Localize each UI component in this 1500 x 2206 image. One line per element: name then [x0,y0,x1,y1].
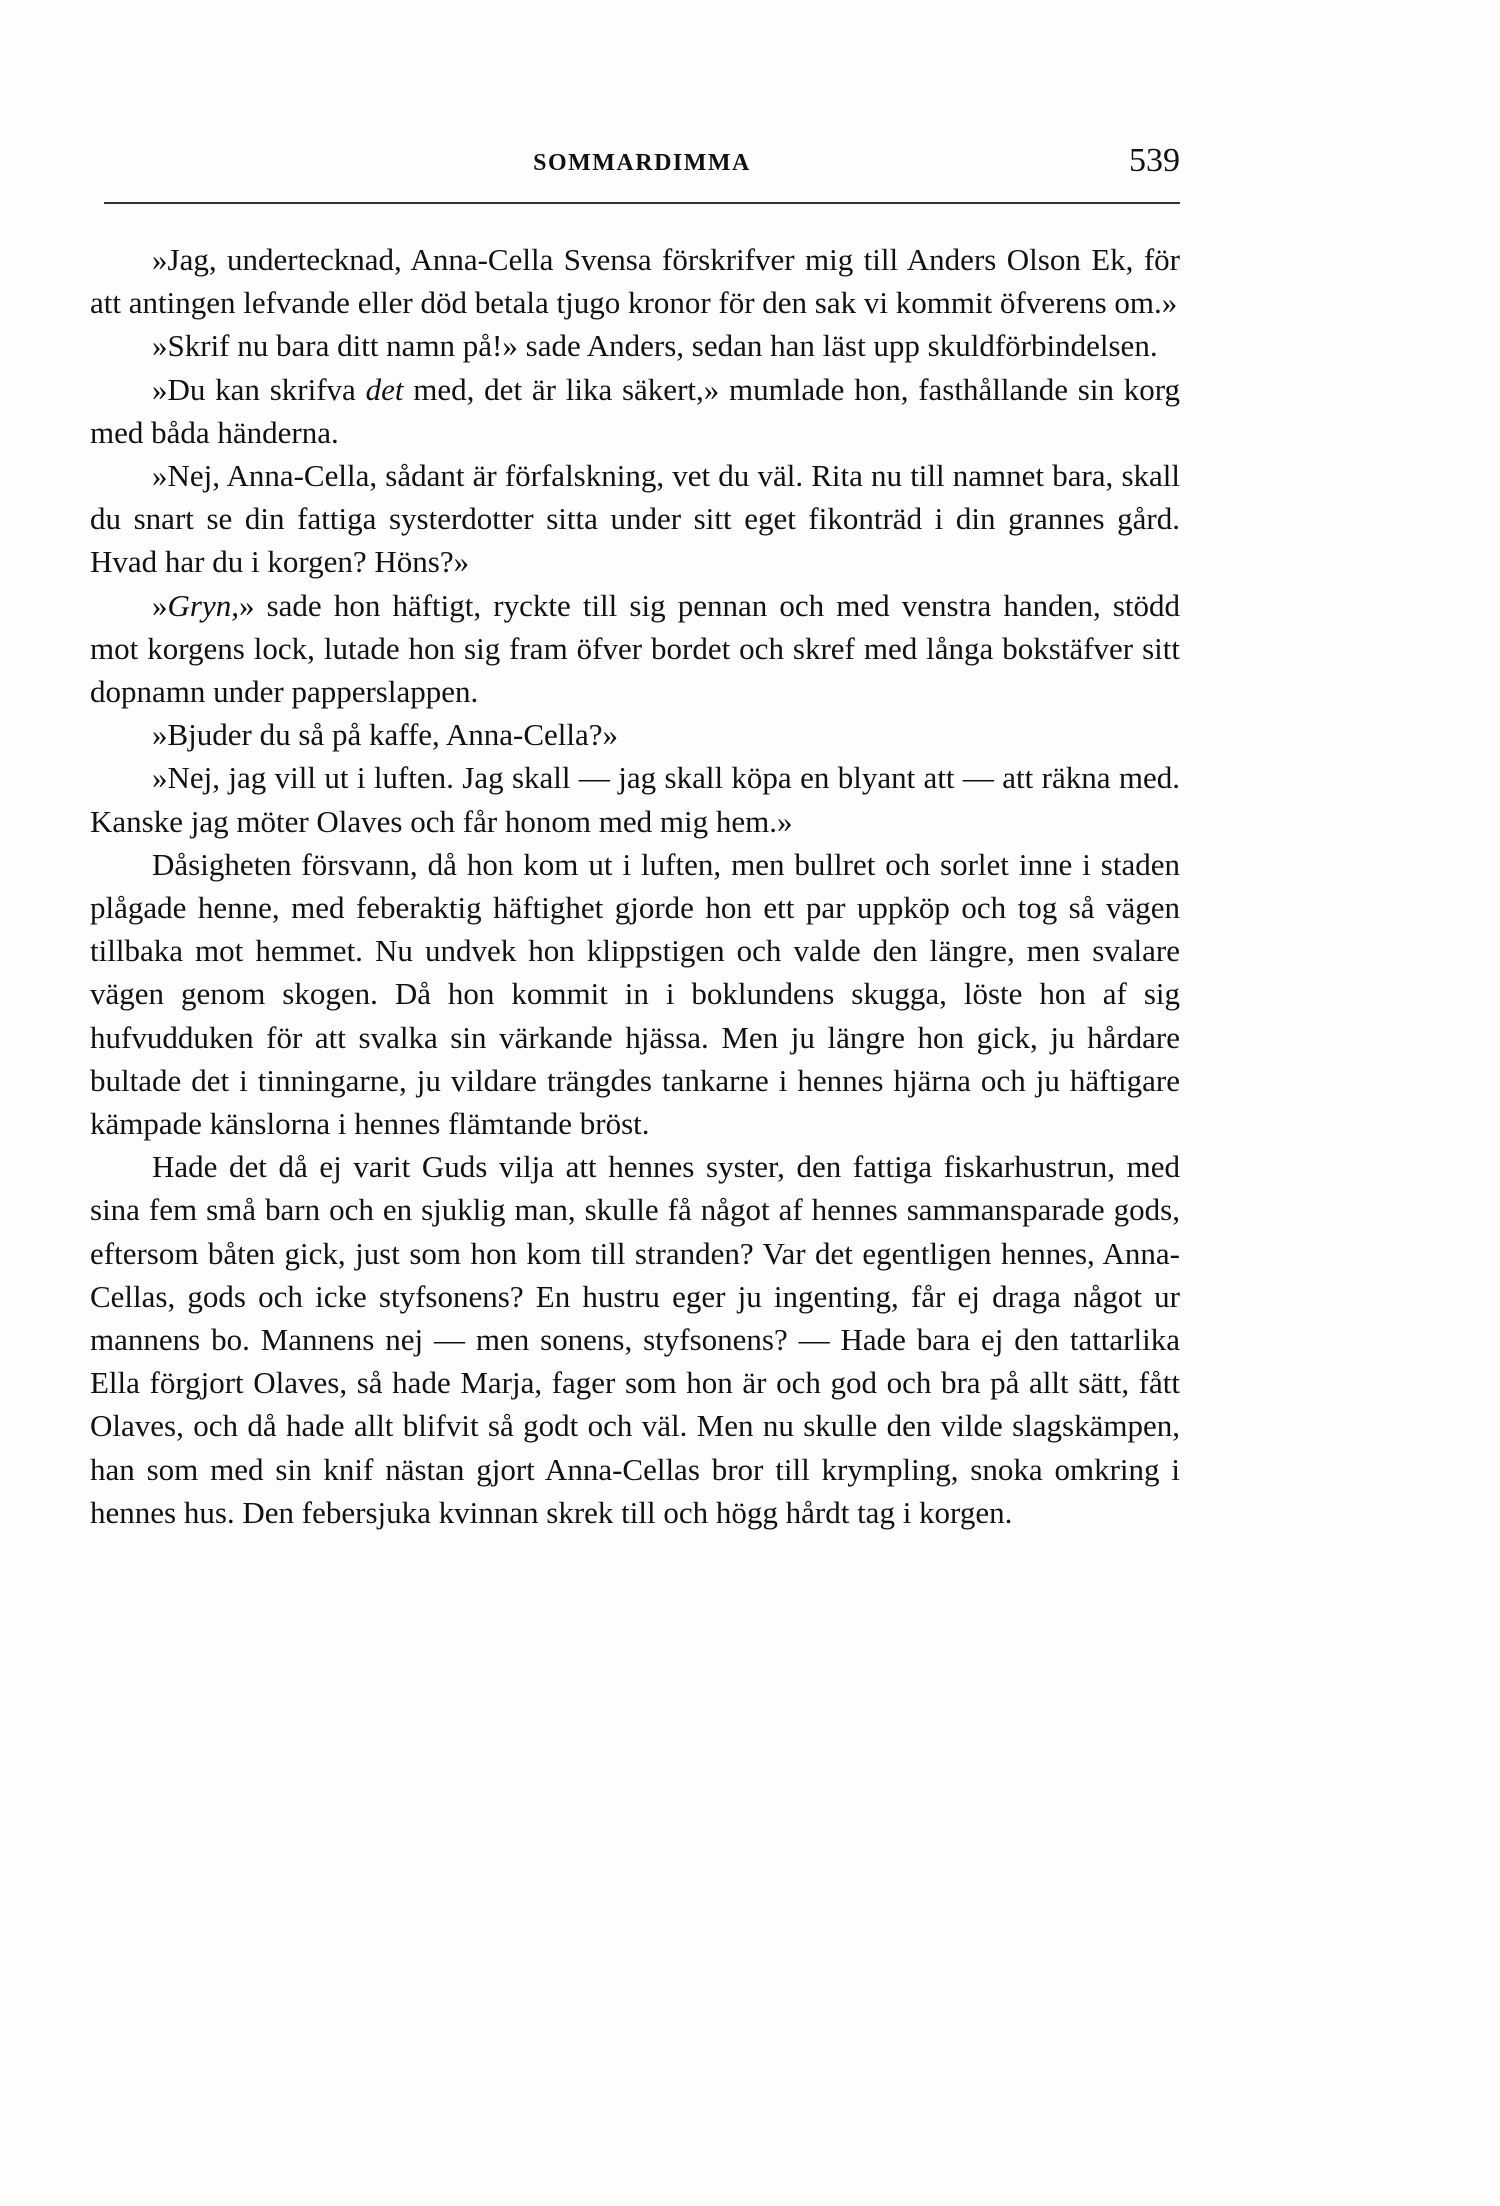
paragraph-3-after: med, det är lika säkert,» mumlade hon, fasthållande sin korg med båda händerna. [90,371,1181,450]
running-title: SOMMARDIMMA [533,150,751,176]
body-text [90,238,1180,1534]
paragraph-4: »Nej, Anna-Cella, sådant är förfalskning, vet du väl. Rita nu till namnet bara, skall du snart se din fattiga systerdotter sitta under sitt eget fikonträd i din grannes gård. Hvad har du i korgen? Höns?» [90,458,1180,580]
paragraph-3 [90,368,1180,454]
page-header [104,142,1180,198]
paragraph-5-italic: Gryn, [167,587,239,623]
paragraph-8: Dåsigheten försvann, då hon kom ut i luften, men bullret och sorlet inne i staden plågade henne, med feberaktig häftighet gjorde hon ett par uppköp och tog så vägen tillbaka mot hemmet. Nu undvek hon klippstigen och valde den längre, men svalare vägen genom skogen. Då hon kommit in i boklundens skugga, löste hon af sig hufvudduken för att svalka sin värkande hjässa. Men ju längre hon gick, ju hårdare bultade det i tinningarne, ju vildare trängdes tankarne i hennes hjärna och ju häftigare kämpade känslorna i hennes flämtande bröst. [90,846,1180,1142]
paragraph-5 [90,584,1180,714]
paragraph-3-italic: det [365,371,404,407]
paragraph-7: »Nej, jag vill ut i luften. Jag skall — jag skall köpa en blyant att — att räkna med. Kanske jag möter Olaves och får honom med mig hem.» [90,760,1180,839]
paragraph-5-after: » sade hon häftigt, ryckte till sig pennan och med venstra handen, stödd mot korgens lock, lutade hon sig fram öfver bordet och skref med långa bokstäfver sitt dopnamn under papperslappen. [90,587,1180,710]
paragraph-5-before: » [152,587,168,623]
header-rule [104,202,1180,204]
page-number: 539 [1129,142,1180,179]
paragraph-2: »Skrif nu bara ditt namn på!» sade Anders, sedan han läst upp skuldförbindelsen. [152,328,1158,364]
paragraph-3-before: »Du kan skrifva [152,371,366,407]
paragraph-1: »Jag, undertecknad, Anna-Cella Svensa förskrifver mig till Anders Olson Ek, för att antingen lefvande eller död betala tjugo kronor för den sak vi kommit öfverens om.» [90,242,1180,321]
paragraph-9: Hade det då ej varit Guds vilja att hennes syster, den fattiga fiskarhustrun, med sina fem små barn och en sjuklig man, skulle få något af hennes sammansparade gods, eftersom båten gick, just som hon kom till stranden? Var det egentligen hennes, Anna-Cellas, gods och icke styfsonens? En hustru eger ju ingenting, får ej draga något ur mannens bo. Mannens nej — men sonens, styfsonens? — Hade bara ej den tattarlika Ella förgjort Olaves, så hade Marja, fager som hon är och god och bra på allt sätt, fått Olaves, och då hade allt blifvit så godt och väl. Men nu skulle den vilde slagskämpen, han som med sin knif nästan gjort Anna-Cellas bror till krympling, snoka omkring i hennes hus. Den febersjuka kvinnan skrek till och högg hårdt tag i korgen. [90,1149,1180,1530]
paragraph-6: »Bjuder du så på kaffe, Anna-Cella?» [152,717,618,753]
